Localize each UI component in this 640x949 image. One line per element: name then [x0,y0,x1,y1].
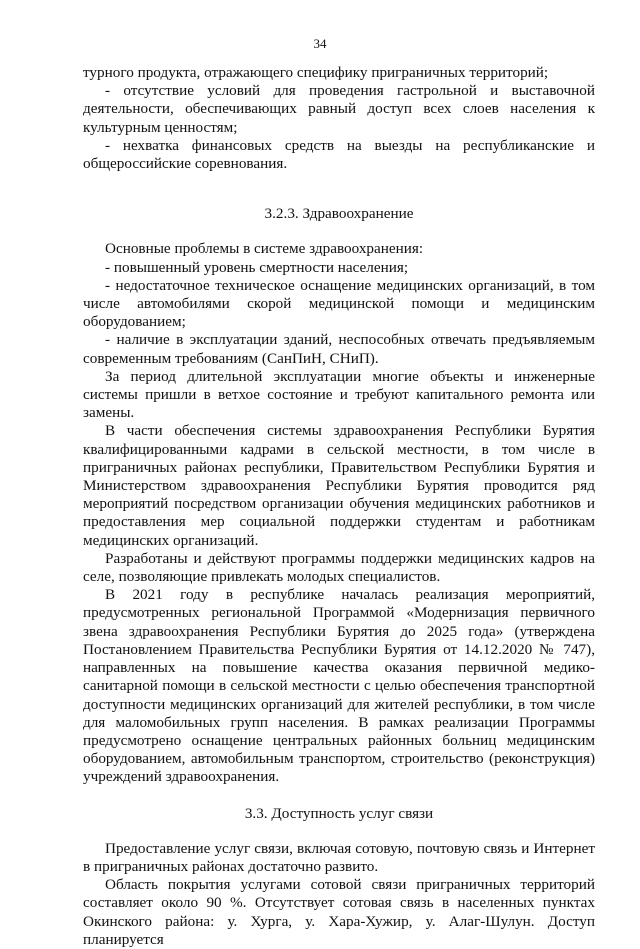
list-item: - наличие в эксплуатации зданий, неспособных отвечать предъявляемым современным требованиям (СанПиН, СНиП). [83,331,595,367]
list-item: - повышенный уровень смертности населения; [105,258,409,276]
paragraph: В части обеспечения системы здравоохранения Республики Бурятия квалифицированными кадрами в сельской местности, в том числе в приграничных районах республики, Правительством Республики Бурятия и Министерством здравоохранения Республики Бурятия проводится ряд мероприятий посредством организации обучения медицинских работников и предоставления мер социальной поддержки студентам и работникам медицинских организаций. [83,422,595,549]
section-heading-healthcare: 3.2.3. Здравоохранение [264,205,414,223]
list-item: - нехватка финансовых средств на выезды на республиканские и общероссийские соревнования. [83,136,595,173]
paragraph: Область покрытия услугами сотовой связи приграничных территорий составляет около 90 %. Отсутствует сотовая связь в населенных пунктах Окинского района: у. Хурга, у. Хара-Хужир, у. Алаг-Шулун. Доступ планируется [83,876,595,948]
paragraph-continuation: турного продукта, отражающего специфику приграничных территорий; [83,64,549,81]
paragraph: Предоставление услуг связи, включая сотовую, почтовую связь и Интернет в приграничных районах достаточно развито. [83,839,595,875]
paragraph: Основные проблемы в системе здравоохранения: [105,240,424,258]
paragraph: За период длительной эксплуатации многие объекты и инженерные системы пришли в ветхое состояние и требуют капитального ремонта или замены. [83,367,595,422]
list-item: - недостаточное техническое оснащение медицинских организаций, в том числе автомобилями скорой медицинской помощи и медицинским оборудованием; [83,276,595,331]
page-number: 34 [313,36,327,51]
paragraph: В 2021 году в республике началась реализация мероприятий, предусмотренных региональной Программой «Модернизация первичного звена здравоохранения Республики Бурятия до 2025 года» (утверждена Постановлением Правительства Республики Бурятия от 14.12.2020 № 747), направленных на повышение качества оказания первичной медико-санитарной помощи в сельской местности с целью обеспечения транспортной доступности медицинских организаций для жителей республики, в том числе для маломобильных групп населения. В рамках реализации Программы предусмотрено оснащение центральных районных больниц медицинским оборудованием, автомобильным транспортом, строительство (реконструкция) учреждений здравоохранения. [83,586,595,786]
section-heading-communications: 3.3. Доступность услуг связи [244,804,434,822]
paragraph: Разработаны и действуют программы поддержки медицинских кадров на селе, позволяющие привлекать молодых специалистов. [83,549,595,586]
page-content [83,64,595,949]
list-item: - отсутствие условий для проведения гастрольной и выставочной деятельности, обеспечивающих равный доступ всех слоев населения к культурным ценностям; [83,82,595,136]
